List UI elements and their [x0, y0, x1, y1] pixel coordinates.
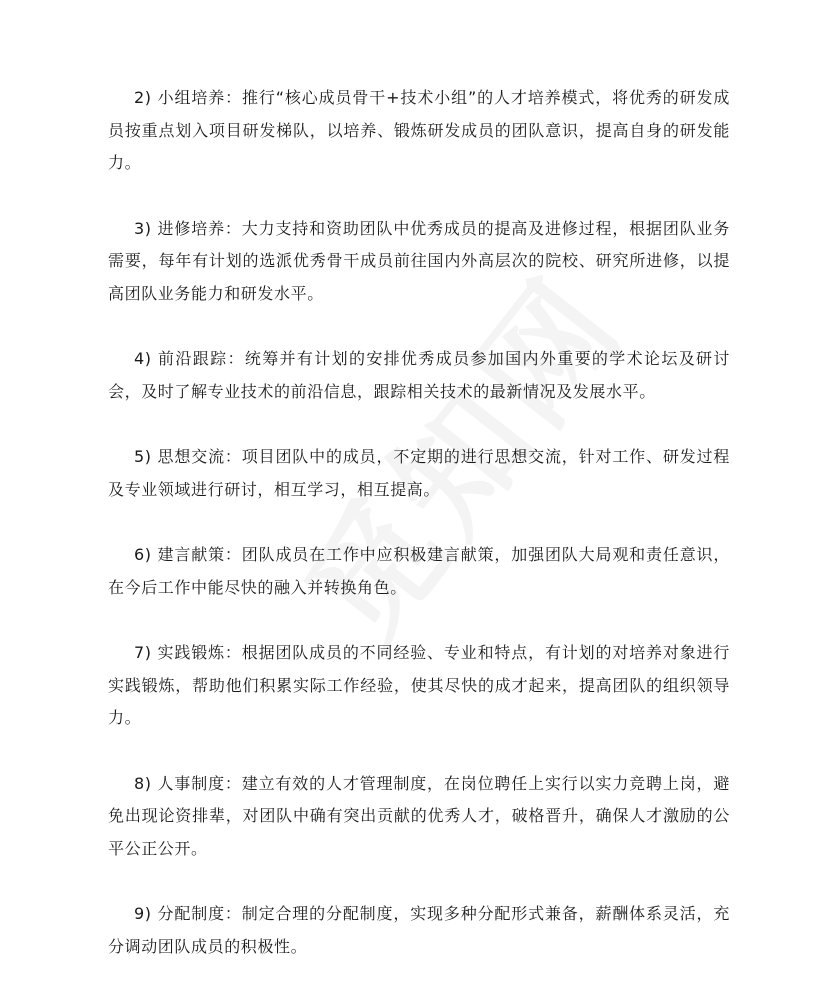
paragraph-idea-exchange: 5) 思想交流：项目团队中的成员，不定期的进行思想交流，针对工作、研发过程及专业领域进行研讨，相互学习，相互提高。	[108, 447, 730, 499]
paragraph-suggestions: 6) 建言献策：团队成员在工作中应积极建言献策，加强团队大局观和责任意识，在今后工作中能尽快的融入并转换角色。	[108, 545, 730, 597]
paragraph-personnel-system: 8) 人事制度：建立有效的人才管理制度，在岗位聘任上实行以实力竞聘上岗，避免出现论资排辈，对团队中确有突出贡献的优秀人才，破格晋升，确保人才激励的公平公正公开。	[108, 773, 730, 858]
paragraph-group-training: 2) 小组培养：推行“核心成员骨干+技术小组”的人才培养模式，将优秀的研发成员按重点划入项目研发梯队，以培养、锻炼研发成员的团队意识，提高自身的研发能力。	[108, 88, 730, 172]
paragraph-distribution-system: 9) 分配制度：制定合理的分配制度，实现多种分配形式兼备，薪酬体系灵活，充分调动团队成员的积极性。	[108, 904, 730, 956]
paragraph-frontier-tracking: 4) 前沿跟踪：统筹并有计划的安排优秀成员参加国内外重要的学术论坛及研讨会，及时了解专业技术的前沿信息，跟踪相关技术的最新情况及发展水平。	[108, 349, 730, 401]
paragraph-advanced-study: 3) 进修培养：大力支持和资助团队中优秀成员的提高及进修过程，根据团队业务需要，每年有计划的选派优秀骨干成员前往国内外高层次的院校、研究所进修，以提高团队业务能力和研发水平。	[108, 218, 730, 303]
document-body	[108, 82, 730, 996]
paragraph-practice: 7) 实践锻炼：根据团队成员的不同经验、专业和特点，有计划的对培养对象进行实践锻炼，帮助他们积累实际工作经验，使其尽快的成才起来，提高团队的组织领导力。	[108, 643, 730, 727]
